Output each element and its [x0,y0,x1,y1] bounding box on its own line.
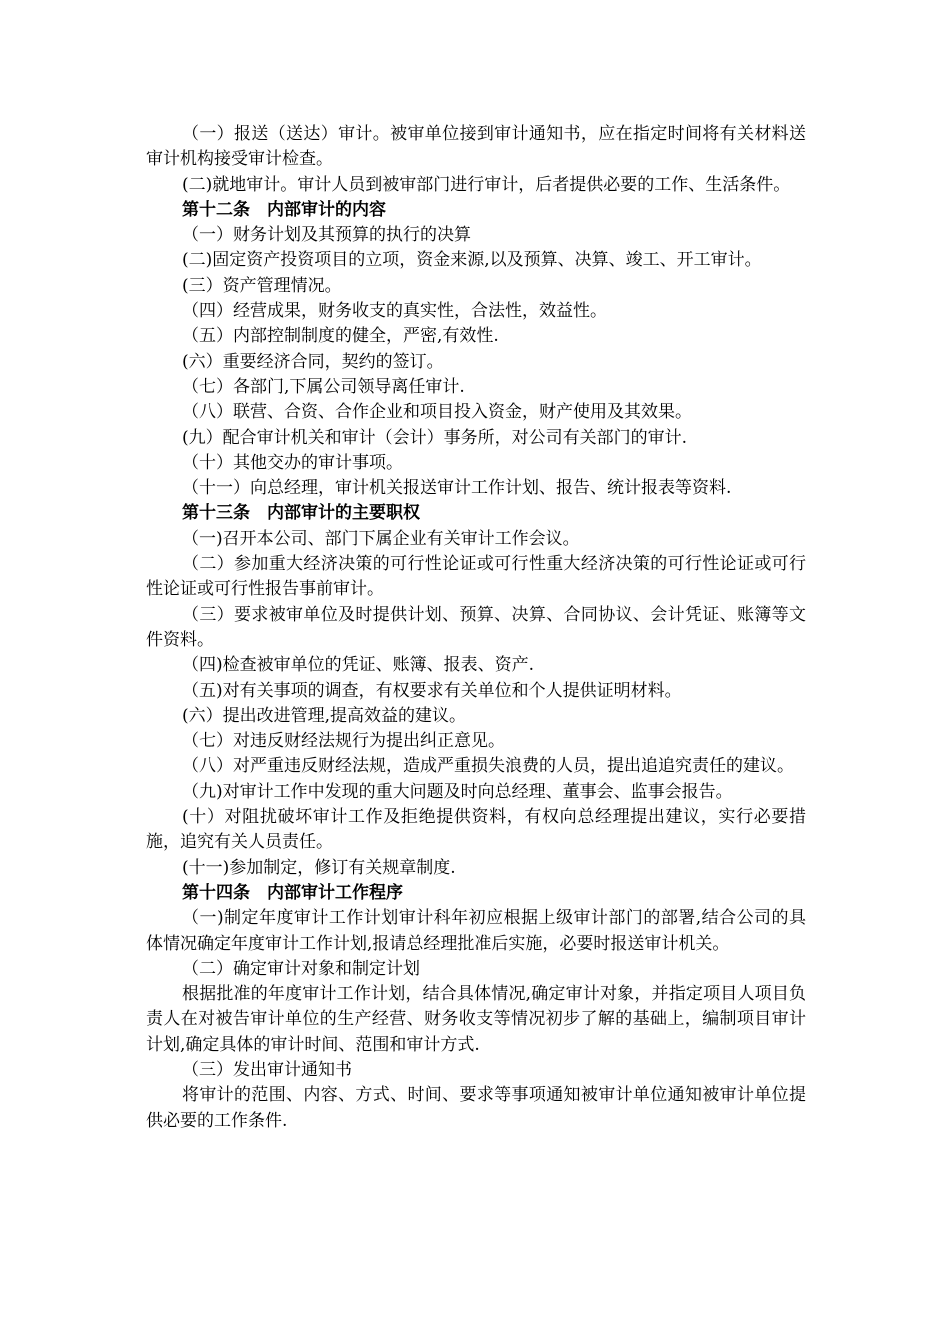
paragraph: (二)就地审计。审计人员到被审部门进行审计，后者提供必要的工作、生活条件。 [182,174,791,195]
paragraph: (三）资产管理情况。 [182,275,342,296]
paragraph: （三）发出审计通知书 [182,1059,352,1080]
paragraph: （四）经营成果，财务收支的真实性，合法性，效益性。 [182,301,607,322]
paragraph: 将审计的范围、内容、方式、时间、要求等事项通知被审计单位通知被审计单位提供必要的工作条件. [146,1085,806,1131]
paragraph: （八）联营、合资、合作企业和项目投入资金，财产使用及其效果。 [182,402,692,423]
paragraph: 根据批准的年度审计工作计划，结合具体情况,确定审计对象，并指定项目人项目负责人在对被告审计单位的生产经营、财务收支等情况初步了解的基础上，编制项目审计计划,确定具体的审计时间、范围和审计方式. [146,984,806,1055]
document-body [146,122,806,1134]
paragraph: （一)召开本公司、部门下属企业有关审计工作会议。 [182,528,580,549]
paragraph: (十）对阻扰破坏审计工作及拒绝提供资料，有权向总经理提出建议，实行必要措施，追究有关人员责任。 [146,807,806,853]
paragraph: （二）参加重大经济决策的可行性论证或可行性重大经济决策的可行性论证或可行性论证或可行性报告事前审计。 [146,554,806,600]
paragraph: （九)对审计工作中发现的重大问题及时向总经理、董事会、监事会报告。 [182,781,733,802]
paragraph: （八）对严重违反财经法规，造成严重损失浪费的人员，提出追追究责任的建议。 [182,756,794,777]
paragraph: （七）对违反财经法规行为提出纠正意见。 [182,731,505,752]
paragraph: （四)检查被审单位的凭证、账簿、报表、资产. [182,655,535,676]
paragraph: (六）重要经济合同，契约的签订。 [182,351,444,372]
paragraph: （五）内部控制制度的健全，严密,有效性. [182,326,499,347]
paragraph: （十一）向总经理，审计机关报送审计工作计划、报告、统计报表等资料. [182,478,732,499]
paragraph: （五)对有关事项的调查，有权要求有关单位和个人提供证明材料。 [182,680,682,701]
paragraph: （三）要求被审单位及时提供计划、预算、决算、合同协议、会计凭证、账簿等文件资料。 [146,604,806,650]
paragraph: （一）报送（送达）审计。被审单位接到审计通知书，应在指定时间将有关材料送审计机构接受审计检查。 [146,124,806,170]
paragraph: （一)制定年度审计工作计划审计科年初应根据上级审计部门的部署,结合公司的具体情况确定年度审计工作计划,报请总经理批准后实施，必要时报送审计机关。 [146,908,806,954]
paragraph: （一）财务计划及其预算的执行的决算 [182,225,471,246]
section-heading: 第十三条 内部审计的主要职权 [182,503,420,524]
paragraph: (十一)参加制定，修订有关规章制度. [182,857,456,878]
section-heading: 第十四条 内部审计工作程序 [182,882,403,903]
paragraph: (六）提出改进管理,提高效益的建议。 [182,705,467,726]
paragraph: (二)固定资产投资项目的立项，资金来源,以及预算、决算、竣工、开工审计。 [182,250,762,271]
paragraph: （七）各部门,下属公司领导离任审计. [182,376,465,397]
paragraph: （二）确定审计对象和制定计划 [182,958,420,979]
paragraph: (九）配合审计机关和审计（会计）事务所，对公司有关部门的审计. [182,427,688,448]
paragraph: （十）其他交办的审计事项。 [182,452,403,473]
section-heading: 第十二条 内部审计的内容 [182,199,386,220]
